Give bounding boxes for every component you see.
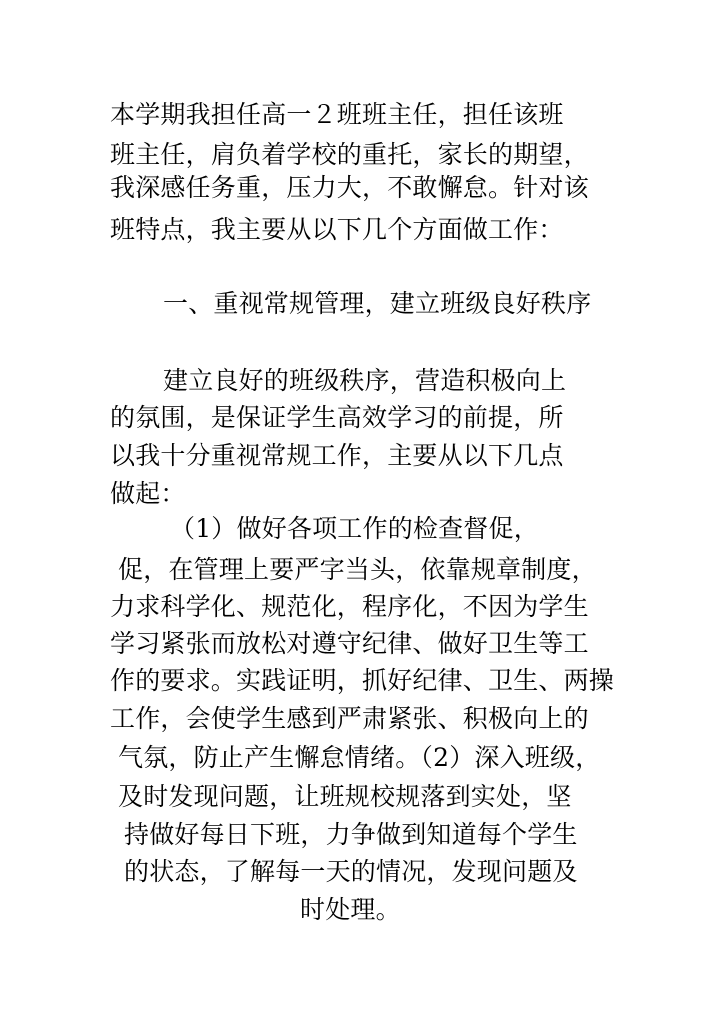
para2-line-10: 的状态，了解每一天的情况，发现问题及 [124, 857, 578, 886]
para2-line-3: 力求科学化、规范化，程序化，不因为学生 [110, 592, 589, 621]
para2-line-2: 促，在管理上要严字当头，依靠规章制度， [118, 555, 597, 584]
intro-line-3: 我深感任务重，压力大，不敢懈怠。针对该 [110, 173, 589, 202]
intro-line-2: 班主任，肩负着学校的重托，家长的期望， [110, 140, 589, 169]
para1-line-2: 的氛围，是保证学生高效学习的前提，所 [110, 403, 564, 432]
para2-line-1: （1）做好各项工作的检查督促， [170, 514, 539, 543]
para1-line-3: 以我十分重视常规工作，主要从以下几点 [110, 441, 564, 470]
section-heading: 一、重视常规管理，建立班级良好秩序 [163, 289, 592, 318]
intro-line-1: 本学期我担任高一２班班主任，担任该班 [110, 100, 564, 129]
intro-line-4: 班特点，我主要从以下几个方面做工作： [110, 215, 564, 244]
para2-line-7: 气氛，防止产生懈怠情绪。（2）深入班级， [118, 743, 601, 772]
para2-line-4: 学习紧张而放松对遵守纪律、做好卫生等工 [110, 629, 589, 658]
para1-line-1: 建立良好的班级秩序，营造积极向上 [163, 366, 567, 395]
para1-line-4: 做起： [110, 479, 186, 508]
para2-line-5: 作的要求。实践证明，抓好纪律、卫生、两操 [110, 666, 615, 695]
para2-line-9: 持做好每日下班，力争做到知道每个学生 [124, 820, 578, 849]
para2-line-11: 时处理。 [300, 895, 401, 924]
para2-line-8: 及时发现问题，让班规校规落到实处，坚 [118, 782, 572, 811]
para2-line-6: 工作，会使学生感到严肃紧张、积极向上的 [110, 704, 589, 733]
